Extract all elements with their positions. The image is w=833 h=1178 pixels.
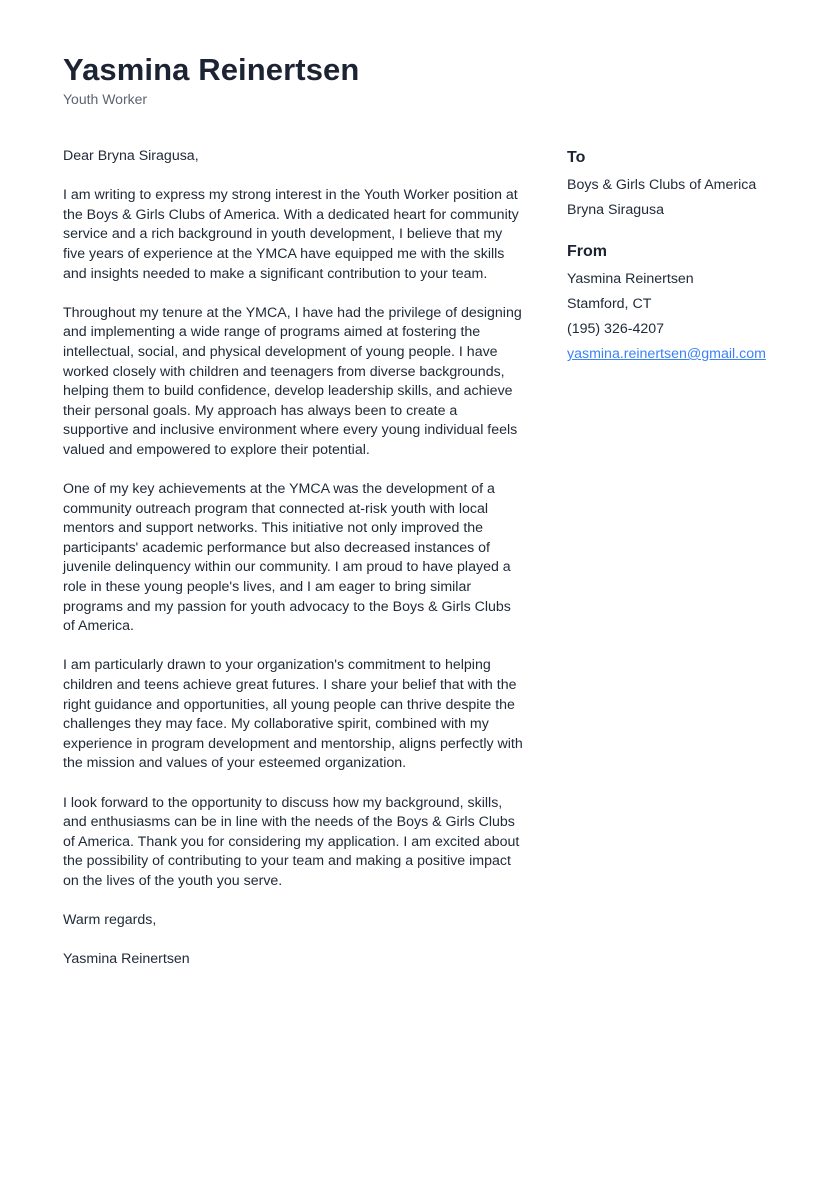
sender-location: Stamford, CT <box>567 296 652 312</box>
paragraph-intro: I am writing to express my strong interest in the Youth Worker position at the Boys & Girls Clubs of America. With a dedicated heart for community service and a rich background in youth development, I believe that my five years of experience at the YMCA have equipped me with the skills and insights needed to make a significant contribution to your team. <box>63 187 519 282</box>
signature: Yasmina Reinertsen <box>63 951 190 968</box>
sender-name: Yasmina Reinertsen <box>567 271 694 287</box>
paragraph-achievements: One of my key achievements at the YMCA was the development of a community outreach program that connected at-risk youth with local mentors and support networks. This initiative not only improved the participants' academic performance but also decreased instances of juvenile delinquency within our community. I am proud to have played a role in these young people's lives, and I am eager to bring similar programs and my passion for youth advocacy to the Boys & Girls Clubs of America. <box>63 481 511 635</box>
recipient-name: Bryna Siragusa <box>567 202 664 218</box>
recipient-block <box>567 147 807 223</box>
paragraph-experience: Throughout my tenure at the YMCA, I have had the privilege of designing and implementing a wide range of programs aimed at fostering the intellectual, social, and physical development of young people. I have worked closely with children and teenagers from diverse backgrounds, helping them to build confidence, develop leadership skills, and achieve their personal goals. My approach has always been to create a supportive and inclusive environment where every young individual feels valued and empowered to explore their potential. <box>63 304 522 458</box>
closing-phrase: Warm regards, <box>63 912 157 929</box>
paragraph-motivation: I am particularly drawn to your organization's commitment to helping children and teens achieve great futures. I share your belief that with the right guidance and opportunities, all young people can thrive despite the challenges they may face. My collaborative spirit, combined with my experience in program development and mentorship, aligns perfectly with the mission and values of your esteemed organization. <box>63 657 523 772</box>
letter-header <box>63 50 763 108</box>
applicant-name: Yasmina Reinertsen <box>63 52 360 87</box>
applicant-title: Youth Worker <box>63 91 148 107</box>
salutation: Dear Bryna Siragusa, <box>63 148 199 164</box>
from-heading: From <box>567 243 607 260</box>
recipient-organization: Boys & Girls Clubs of America <box>567 177 757 193</box>
sender-phone: (195) 326-4207 <box>567 321 665 337</box>
sender-email-line <box>567 342 807 367</box>
letter-body <box>63 147 523 990</box>
sender-email-link[interactable]: yasmina.reinertsen@gmail.com <box>567 346 766 362</box>
contact-sidebar <box>567 147 807 385</box>
paragraph-closing: I look forward to the opportunity to discuss how my background, skills, and enthusiasms can be in line with the needs of the Boys & Girls Clubs of America. Thank you for considering my application. I am excited about the possibility of contributing to your team and making a positive impact on the lives of the youth you serve. <box>63 794 520 889</box>
sender-block <box>567 241 807 367</box>
to-heading: To <box>567 149 586 166</box>
